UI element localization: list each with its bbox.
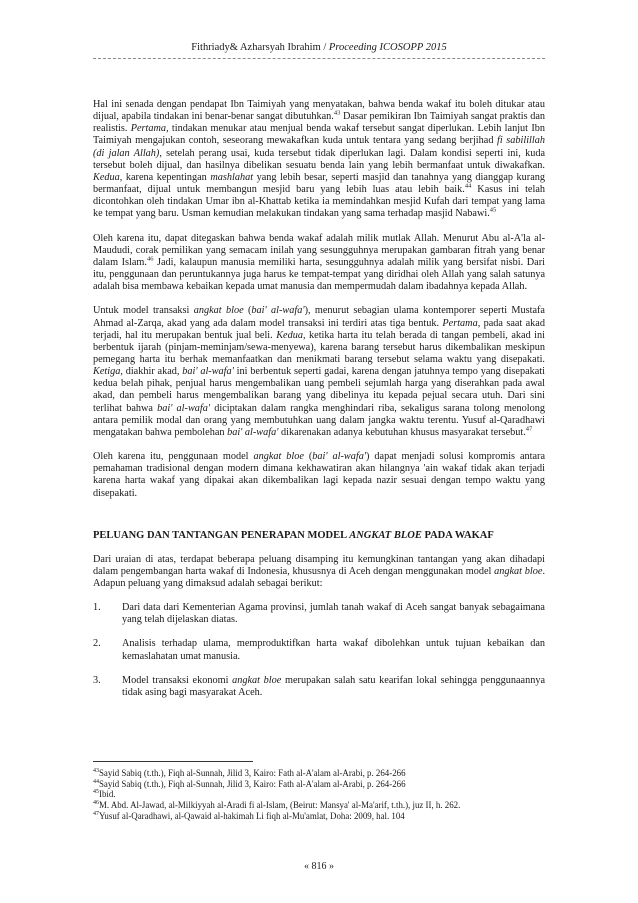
- text-run: merupakan salah satu kearifan lokal sehingga penggunaannya tidak asing bagi masyarakat Aceh.: [122, 674, 546, 698]
- italic-run: bai' al-wafa': [251, 305, 305, 317]
- text-run: (: [243, 305, 252, 317]
- italic-run: Kedua: [93, 171, 120, 183]
- footnote: [93, 768, 545, 779]
- header-authors: Fithriady& Azharsyah Ibrahim /: [191, 42, 329, 53]
- list-item: [93, 638, 545, 662]
- text-run: Dari uraian di atas, terdapat beberapa peluang disamping itu kemungkinan tantangan yang akan dihadapi dalam pengembangan harta wakaf di Indonesia, khususnya di Aceh dengan menggunakan model: [93, 553, 545, 577]
- italic-run: angkat bloe: [253, 451, 304, 463]
- paragraph-intro-peluang: [93, 554, 545, 590]
- italic-run: Kedua: [276, 329, 303, 341]
- italic-run: angkat bloe: [494, 565, 543, 577]
- list-text: [122, 638, 545, 661]
- footnote-ref: 47: [525, 425, 533, 433]
- italic-run: angkat bloe: [193, 305, 244, 317]
- page-number: « 816 »: [304, 861, 334, 872]
- footnote-number: 45: [93, 789, 99, 796]
- italic-run: bai' al-wafa': [312, 451, 367, 463]
- text-run: (: [303, 451, 313, 463]
- text-run: Kasus ini telah dicontohkan oleh tindakan Umar ibn al-Khattab ketika ia memindahkan mesjid Kufah dari tempat yang lama ke tempat yang baru. Usman kemudian melakukan tindakan yang sama terhadap masjid Nabawi.: [93, 184, 545, 220]
- text-run: , diakhir akad,: [120, 366, 183, 378]
- paragraph-ibn-taimiyah: [93, 99, 545, 221]
- text-run: , ketika harta itu telah berada di tangan pembeli, akad ini berbentuk ijarah (pinjam-meminjam/sewa-menyewa), karena barang tersebut harus dikembalikan meskipun pemegang harta itu berhak memanfaatkan dan menikmati barang tersebut selama waktu yang disepakati.: [93, 329, 546, 365]
- list-item: [93, 602, 545, 626]
- text-run: ini berbentuk seperti gadai, karena dengan jatuhnya tempo yang disepakati kedua belah pihak, penjual harus mengembalikan uang pembeli sejumlah harga yang diserahkan pada awal akad, dan pembeli harus mengembalikan barang yang dibelinya itu kepada pejual secara utuh. Dari sini terlihat bahwa: [93, 366, 545, 414]
- text-run: Oleh karena itu, penggunaan model: [93, 451, 254, 463]
- footnote-text: M. Abd. Al-Jawad, al-Milkiyyah al-Aradi fi al-Islam, (Beirut: Mansya' al-Ma'arif, t.th.), juz II, h. 262.: [99, 800, 461, 811]
- paragraph-solusi-kompromis: [93, 451, 545, 500]
- list-number: 3.: [93, 674, 101, 686]
- italic-run: mashlahat: [210, 171, 254, 183]
- footnote-divider: [93, 761, 253, 762]
- italic-run: Ketiga: [93, 366, 121, 378]
- footnote-ref: 43: [333, 109, 341, 117]
- text-run: Jadi, kalaupun manusia memiliki harta, sesungguhnya adalah milik yang bersifat nisbi. Dari itu, penggunaan dan peruntukannya juga harus ke tempat-tempat yang diridhai oleh Allah yang salah satunya adalah bisa membawa kebaikan kepada umat manusia dan mempermudah dalam ibadahnya kepada Allah.: [93, 256, 545, 293]
- text-run: , karena kepentingan: [119, 171, 211, 183]
- text-run: PADA WAKAF: [421, 529, 494, 541]
- text-run: dikarenakan adanya kebutuhan khusus masyarakat tersebut.: [278, 426, 526, 438]
- italic-run: angkat bloe: [232, 674, 282, 686]
- main-body: [93, 99, 545, 711]
- text-run: Dasar pemikiran Ibn Taimiyah sangat praktis dan realistis.: [93, 111, 545, 135]
- footnote-text: Yusuf al-Qaradhawi, al-Qawaid al-hakimah Li fiqh al-Mu'amlat, Doha: 2009, hal. 104: [99, 810, 405, 821]
- italic-run: bai' al-wafa': [227, 426, 279, 438]
- footnote-text: Sayid Sabiq (t.th.), Fiqh al-Sunnah, Jilid 3, Kairo: Fath al-A'alam al-Arabi, p. 264-266: [99, 768, 406, 778]
- text-run: Analisis terhadap ulama, memproduktifkan harta wakaf dibolehkan untuk tujuan kebaikan dan kemaslahatan umat manusia.: [122, 638, 545, 662]
- text-run: ), menurut sebagian ulama kontemporer seperti Mustafa Ahmad al-Zarqa, akad yang ada dalam model transaksi ini terdiri atas tiga bentuk.: [93, 305, 545, 329]
- list-number: 2.: [93, 638, 101, 650]
- italic-run: Pertama: [442, 317, 478, 329]
- header-proceeding: Proceeding ICOSOPP 2015: [328, 42, 447, 53]
- text-run: , tindakan menukar atau menjual benda wakaf tersebut sangat diperlukan. Lebih lanjut Ibn Taimiyah mengajukan contoh, seseorang mewakafkan kuda untuk tentara yang sedang berjihad: [93, 123, 545, 147]
- footnote: [93, 789, 545, 800]
- footnote-number: 47: [93, 810, 99, 817]
- footnote: [93, 779, 545, 790]
- section-heading: [93, 529, 545, 542]
- text-run: Untuk model transaksi: [93, 305, 194, 317]
- italic-run: Pertama: [130, 123, 167, 135]
- text-run: Oleh karena itu, dapat ditegaskan bahwa benda wakaf adalah milik mutlak Allah. Menurut Abu al-A'la al-Maududi, corak pemilikan yang semacam inilah yang sesungguhnya merupakan gambaran fitrah yang benar dalam Islam.: [93, 232, 545, 268]
- text-run: Dari data dari Kementerian Agama provinsi, jumlah tanah wakaf di Aceh sangat banyak sebagaimana yang telah dijelaskan diatas.: [122, 602, 545, 626]
- footnote-number: 43: [93, 768, 99, 775]
- paragraph-angkat-bloe: [93, 305, 545, 439]
- footnote-ref: 44: [464, 182, 472, 190]
- text-run: PELUANG DAN TANTANGAN PENERAPAN MODEL: [93, 529, 350, 541]
- footnotes: [93, 768, 545, 822]
- paragraph-milik-allah: [93, 233, 545, 294]
- footnote-text: Ibid.: [99, 789, 116, 800]
- running-header: [0, 41, 638, 54]
- footnote-ref: 46: [146, 255, 154, 263]
- text-run: Model transaksi ekonomi: [122, 674, 233, 686]
- list-text: [122, 675, 545, 698]
- peluang-list: [93, 602, 545, 699]
- footnote-ref: 45: [489, 207, 497, 214]
- text-run: yang lebih besar, seperti masjid dan tanahnya yang dianggap kurang bermanfaat, dijual untuk membangun mesjid baru yang lebih luas atau lebih baik.: [93, 171, 546, 196]
- list-item: [93, 675, 545, 699]
- text-run: , setelah perang usai, kuda tersebut tidak diperlukan lagi. Dalam kondisi seperti ini, kuda tersebut boleh dijual, dan hasilnya dibelikan sesuatu benda lain yang lebih bermanfaat untuk diwakafkan.: [93, 147, 545, 171]
- header-divider: [93, 58, 545, 59]
- italic-run: bai' al-wafa': [182, 366, 234, 378]
- italic-run: ANGKAT BLOE: [349, 529, 422, 541]
- footnote-number: 46: [93, 800, 99, 807]
- footnote-text: Sayid Sabiq (t.th.), Fiqh al-Sunnah, Jilid 3, Kairo: Fath al-A'alam al-Arabi, p. 264-266: [99, 778, 406, 789]
- footnote: [93, 800, 545, 811]
- footnote-number: 44: [93, 778, 99, 785]
- text-run: ) dapat menjadi solusi kompromis antara pemahaman tradisional dengan modern dimana kekhawatiran akan hilangnya 'ain wakaf tidak akan terjadi karena harta wakaf yang dipakai akan dikembalikan lagi kepada nazir sesuai dengan tempo waktu yang disepakati.: [93, 451, 546, 499]
- list-text: [122, 602, 545, 625]
- text-run: , pada saat akad terjadi, hal itu merupakan bentuk jual beli.: [93, 317, 545, 341]
- text-run: diciptakan dalam rangka menghindari riba, sekaligus sarana tolong menolong antara pemilik modal dan orang yang membutuhkan uang dalam jangka waktu terentu. Yusuf al-Qaradhawi mengatakan bahwa pembolehan: [93, 402, 545, 438]
- footnote: [93, 811, 545, 822]
- text-run: . Adapun peluang yang dimaksud adalah sebagai berikut:: [93, 565, 545, 589]
- list-number: 1.: [93, 602, 101, 614]
- text-run: Hal ini senada dengan pendapat Ibn Taimiyah yang menyatakan, bahwa benda wakaf itu boleh ditukar atau dijual, apabila tindakan ini benar-benar sangat dibutuhkan.: [93, 99, 545, 123]
- italic-run: fi sabilillah (di jalan Allah): [93, 135, 545, 159]
- italic-run: bai' al-wafa': [157, 402, 211, 414]
